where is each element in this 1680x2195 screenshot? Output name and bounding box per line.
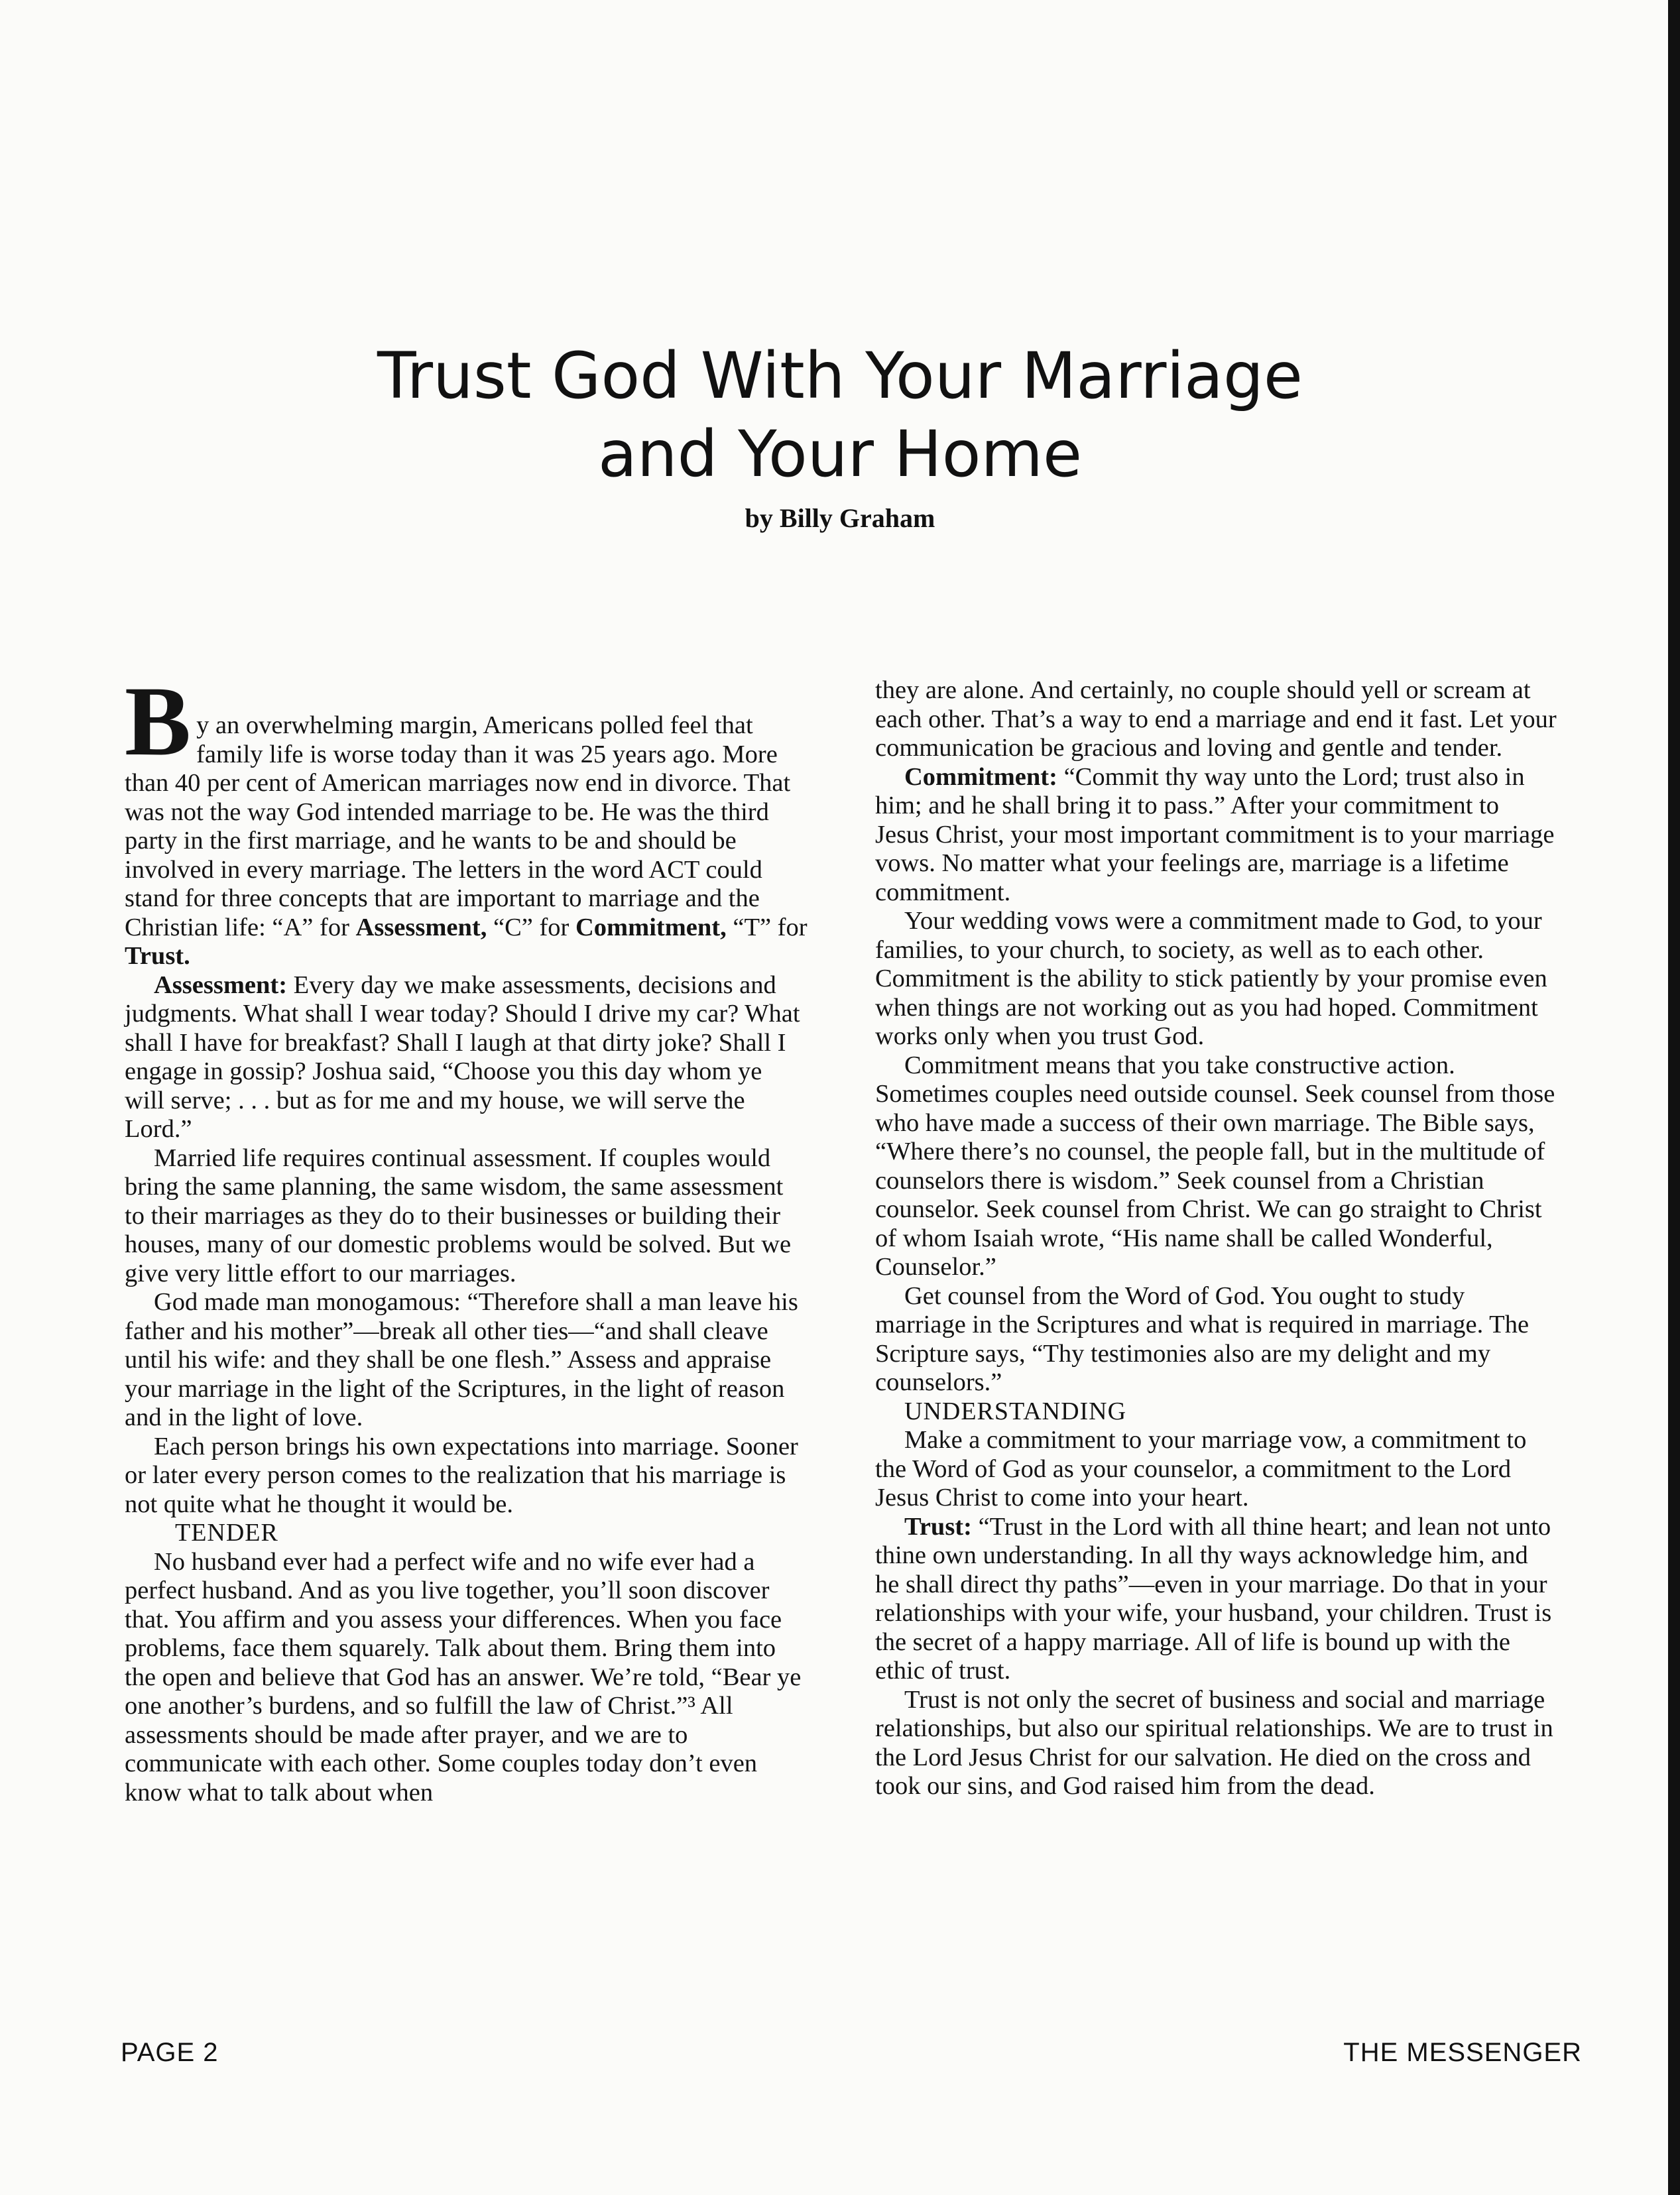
right-column [875,676,1558,1801]
paragraph: By an overwhelming margin, Americans polled feel that family life is worse today than it was 25 years ago. More than 40 per cent of American marriages now end in divorce. That was not the way God intended marriage to be. He was the third party in the first marriage, and he wants to be and should be involved in every marriage. The letters in the word ACT could stand for three concepts that are important to marriage and the Christian life: “A” for Assessment, “C” for Commitment, “T” for Trust. [125,666,808,970]
paragraph: Each person brings his own expectations into marriage. Sooner or later every person comes to the realization that his marriage is not quite what he thought it would be. [125,1432,798,1518]
paragraph: Assessment: Every day we make assessments, decisions and judgments. What shall I wear today? Should I drive my car? What shall I have for breakfast? Shall I laugh at that dirty joke? Shall I engage in gossip? Joshua said, “Choose you this day whom ye will serve; . . . but as for me and my house, we will serve the Lord.” [125,971,800,1143]
drop-cap: B [125,666,192,776]
paragraph: God made man monogamous: “Therefore shall a man leave his father and his mother”—break all other ties—“and shall cleave until his wife: and they shall be one flesh.” Assess and appraise your marriage in the light of the Scriptures, in the light of reason and in the light of love. [125,1288,798,1431]
page-number: PAGE 2 [121,2038,219,2067]
paragraph: Get counsel from the Word of God. You ought to study marriage in the Scriptures and what is required in marriage. The Scripture says, “Thy testimonies also are my delight and my counselors.” [875,1281,1530,1396]
title-line-2: and Your Home [597,417,1083,491]
paragraph: No husband ever had a perfect wife and no wife ever had a perfect husband. And as you live together, you’ll soon discover that. You affirm and you assess your differences. When you face problems, face them squarely. Talk about them. Bring them into the open and believe that God has an answer. We’re told, “Bear ye one another’s burdens, and so fulfill the law of Christ.”³ All assessments should be made after prayer, and we are to communicate with each other. Some couples today don’t even know what to talk about when [125,1547,802,1807]
paragraph: Married life requires continual assessment. If couples would bring the same planning, the same wisdom, the same assessment to their marriages as they do to their businesses or building their houses, many of our domestic problems would be solved. But we give very little effort to our marriages. [125,1144,792,1287]
article-title [0,337,1680,493]
page-edge [1668,0,1680,2195]
byline: by Billy Graham [745,503,935,533]
title-line-1: Trust God With Your Marriage [377,339,1303,413]
paragraph: Your wedding vows were a commitment made to God, to your families, to your church, to society, as well as to each other. Commitment is the ability to stick patiently by your promise even when things are not working out as you had hoped. Commitment works only when you trust God. [875,907,1547,1050]
publication-name: THE MESSENGER [1343,2038,1582,2067]
paragraph: Commitment means that you take constructive action. Sometimes couples need outside counsel. Seek counsel from those who have made a success of their own marriage. The Bible says, “Where there’s no counsel, the people fall, but in the multitude of counselors there is wisdom.” Seek counsel from a Christian counselor. Seek counsel from Christ. We can go straight to Christ of whom Isaiah wrote, “His name shall be called Wonderful, Counselor.” [875,1051,1555,1281]
paragraph: Commitment: “Commit thy way unto the Lord; trust also in him; and he shall bring it to pass.” After your commitment to Jesus Christ, your most important commitment is to your marriage vows. No matter what your feelings are, marriage is a lifetime commitment. [875,762,1555,906]
left-column [125,666,808,1807]
section-subhead: UNDERSTANDING [904,1397,1127,1425]
section-subhead: TENDER [175,1519,278,1547]
paragraph: Trust is not only the secret of business and social and marriage relationships, but also our spiritual relationships. We are to trust in the Lord Jesus Christ for our salvation. He died on the cross and took our sins, and God raised him from the dead. [875,1685,1553,1800]
paragraph: Make a commitment to your marriage vow, a commitment to the Word of God as your counselor, a commitment to the Lord Jesus Christ to come into your heart. [875,1426,1527,1512]
paragraph: Trust: “Trust in the Lord with all thine heart; and lean not unto thine own understanding. In all thy ways acknowledge him, and he shall direct thy paths”—even in your marriage. Do that in your relationships with your wife, your husband, your children. Trust is the secret of a happy marriage. All of life is bound up with the ethic of trust. [875,1512,1552,1685]
paragraph: they are alone. And certainly, no couple should yell or scream at each other. That’s a way to end a marriage and end it fast. Let your communication be gracious and loving and gentle and tender. [875,676,1557,762]
